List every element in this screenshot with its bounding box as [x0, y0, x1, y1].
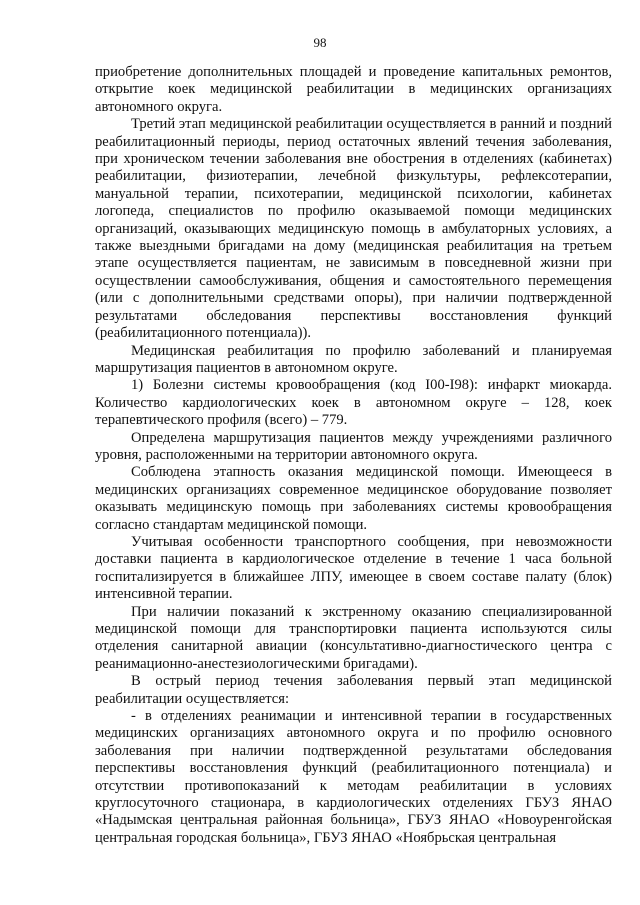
body-text — [95, 64, 612, 847]
paragraph-routing-intro: Медицинская реабилитация по профилю заболеваний и планируемая маршрутизация пациентов в автономном округе. — [95, 342, 612, 376]
paragraph-routing-defined: Определена маршрутизация пациентов между учреждениями различного уровня, расположенными на территории автономного округа. — [95, 429, 612, 463]
paragraph-acute-period: В острый период течения заболевания первый этап медицинской реабилитации осуществляется: — [95, 673, 612, 707]
paragraph-air-ambulance: При наличии показаний к экстренному оказанию специализированной медицинской помощи для транспортировки пациента используются силы отделения санитарной авиации (консультативно-диагностического центра с реанимационно-анестезиологическими бригадами). — [95, 603, 612, 672]
paragraph-third-stage: Третий этап медицинской реабилитации осуществляется в ранний и поздний реабилитационный периоды, период остаточных явлений течения заболевания, при хроническом течении заболевания вне обострения в отделениях (кабинетах) реабилитации, физиотерапии, лечебной физкультуры, рефлексотерапии, мануальной терапии, психотерапии, медицинской психологии, кабинетах логопеда, специалистов по профилю оказываемой помощи медицинских организаций, оказывающих медицинскую помощь в амбулаторных условиях, а также выездными бригадами на дому (медицинская реабилитация на третьем этапе осуществляется пациентам, не зависимым в повседневной жизни при осуществлении самообслуживания, общения и самостоятельного перемещения (или с дополнительными средствами опоры), при наличии подтвержденной результатами обследования перспективы восстановления функций (реабилитационного потенциала)). — [95, 116, 612, 342]
paragraph-continuation: приобретение дополнительных площадей и проведение капитальных ремонтов, открытие коек медицинской реабилитации в медицинских организациях автономного округа. — [95, 64, 612, 115]
paragraph-circulatory-diseases: 1) Болезни системы кровообращения (код I00-I98): инфаркт миокарда. Количество кардиологических коек в автономном округе – 128, коек терапевтического профиля (всего) – 779. — [95, 377, 612, 429]
paragraph-transport: Учитывая особенности транспортного сообщения, при невозможности доставки пациента в кардиологическое отделение в течение 1 часа больной госпитализируется в ближайшее ЛПУ, имеющее в своем составе палату (блок) интенсивной терапии. — [95, 533, 612, 603]
paragraph-icu-list-item: - в отделениях реанимации и интенсивной терапии в государственных медицинских организациях автономного округа и по профилю основного заболевания при наличии подтвержденной результатами обследования перспективы восстановления функций (реабилитационного потенциала) и отсутствии противопоказаний к методам реабилитации в условиях круглосуточного стационара, в кардиологических отделениях ГБУЗ ЯНАО «Надымская центральная районная больница», ГБУЗ ЯНАО «Новоуренгойская центральная городская больница», ГБУЗ ЯНАО «Ноябрьская центральная — [95, 708, 612, 846]
paragraph-staging: Соблюдена этапность оказания медицинской помощи. Имеющееся в медицинских организациях современное медицинское оборудование позволяет оказывать медицинскую помощь при заболеваниях системы кровообращения согласно стандартам медицинской помощи. — [95, 464, 612, 533]
page-number: 98 — [313, 35, 327, 50]
